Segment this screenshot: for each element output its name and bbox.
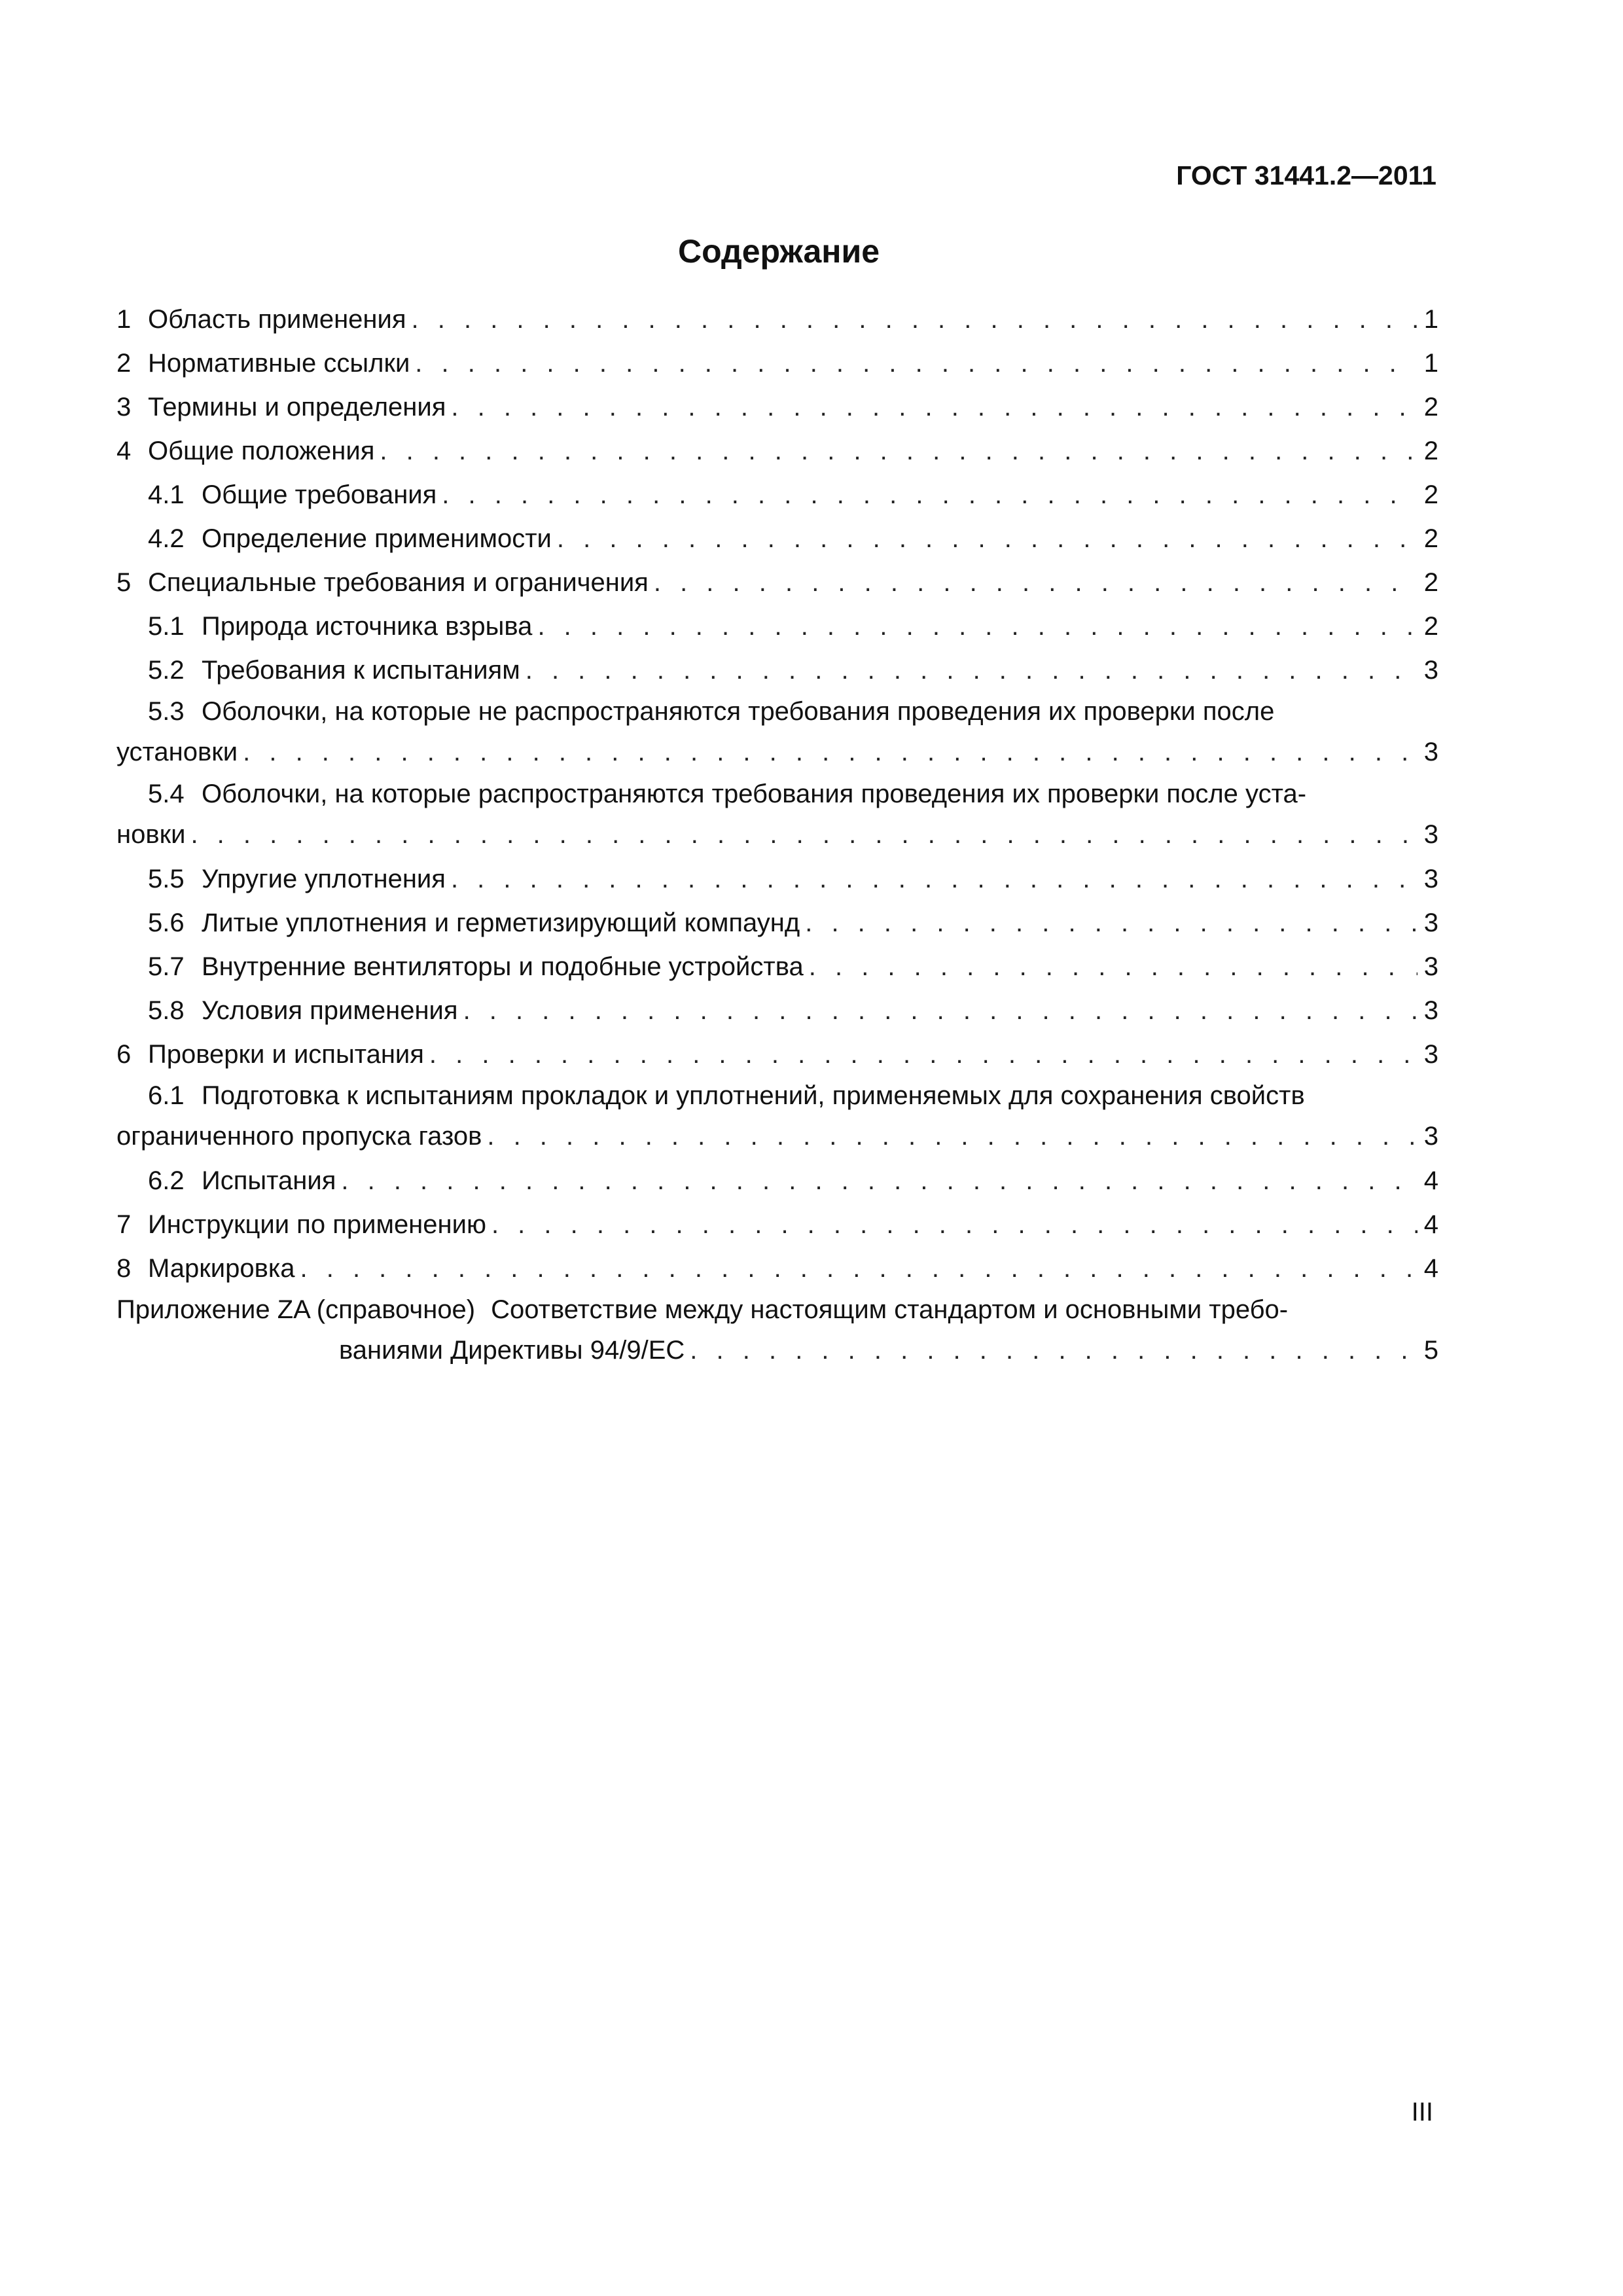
toc-entry-5-6[interactable] xyxy=(116,901,1438,945)
toc-text: Испытания xyxy=(202,1166,336,1195)
dot-leader xyxy=(451,857,1418,901)
dot-leader xyxy=(412,298,1418,342)
page-number: III xyxy=(1411,2098,1433,2126)
dot-leader xyxy=(491,1203,1418,1247)
toc-text: Литые уплотнения и герметизирующий компаунд xyxy=(202,908,800,937)
toc-number: 5 xyxy=(116,568,132,597)
toc-text-continued: ваниями Директивы 94/9/ЕС xyxy=(339,1336,685,1365)
toc-page: 3 xyxy=(1423,1040,1438,1069)
toc-entry-5-3[interactable] xyxy=(116,692,1438,775)
table-of-contents xyxy=(116,298,1438,1373)
toc-number: 5.4 xyxy=(148,780,185,808)
dot-leader xyxy=(442,473,1417,517)
dot-leader xyxy=(654,561,1418,605)
toc-text: Общие положения xyxy=(148,437,375,465)
dot-leader xyxy=(451,386,1417,429)
toc-page: 4 xyxy=(1423,1210,1438,1239)
toc-number: 4 xyxy=(116,437,132,465)
toc-text: Внутренние вентиляторы и подобные устройства xyxy=(202,952,804,981)
dot-leader xyxy=(809,945,1418,989)
toc-number: 5.8 xyxy=(148,996,185,1025)
toc-text: Требования к испытаниям xyxy=(202,656,520,685)
dot-leader xyxy=(380,429,1417,473)
toc-entry-5-4[interactable] xyxy=(116,775,1438,857)
toc-text: Термины и определения xyxy=(148,393,446,422)
toc-entry-8[interactable] xyxy=(116,1247,1438,1291)
toc-number: 2 xyxy=(116,349,132,378)
toc-number: 5.1 xyxy=(148,612,185,641)
toc-page: 3 xyxy=(1423,820,1438,849)
dot-leader xyxy=(463,989,1418,1033)
toc-page: 3 xyxy=(1423,996,1438,1025)
dot-leader xyxy=(429,1033,1418,1077)
toc-entry-7[interactable] xyxy=(116,1203,1438,1247)
toc-entry-4[interactable] xyxy=(116,429,1438,473)
toc-number: 4.1 xyxy=(148,480,185,509)
toc-page: 2 xyxy=(1423,393,1438,422)
toc-number: 8 xyxy=(116,1254,132,1283)
dot-leader xyxy=(341,1159,1417,1203)
toc-text: Природа источника взрыва xyxy=(202,612,533,641)
toc-entry-4-2[interactable] xyxy=(116,517,1438,561)
dot-leader xyxy=(526,649,1418,692)
toc-page: 3 xyxy=(1423,1122,1438,1151)
toc-text-continued: ограниченного пропуска газов xyxy=(116,1122,482,1151)
toc-entry-1[interactable] xyxy=(116,298,1438,342)
toc-text: Соответствие между настоящим стандартом и основными требо- xyxy=(491,1295,1289,1324)
toc-number: 6.2 xyxy=(148,1166,185,1195)
toc-number: 4.2 xyxy=(148,524,185,553)
dot-leader xyxy=(805,901,1418,945)
annex-label: Приложение ZA (справочное) xyxy=(116,1295,476,1324)
toc-page: 3 xyxy=(1423,908,1438,937)
toc-entry-6-2[interactable] xyxy=(116,1159,1438,1203)
toc-page: 2 xyxy=(1423,480,1438,509)
toc-entry-5-2[interactable] xyxy=(116,649,1438,692)
toc-number: 1 xyxy=(116,305,132,334)
dot-leader xyxy=(190,816,1417,854)
toc-text: Проверки и испытания xyxy=(148,1040,424,1069)
toc-number: 6 xyxy=(116,1040,132,1069)
toc-page: 5 xyxy=(1423,1336,1438,1365)
dot-leader xyxy=(487,1117,1417,1156)
toc-page: 2 xyxy=(1423,612,1438,641)
toc-text: Условия применения xyxy=(202,996,458,1025)
toc-text: Нормативные ссылки xyxy=(148,349,410,378)
toc-page: 1 xyxy=(1423,305,1438,334)
dot-leader xyxy=(557,517,1418,561)
toc-number: 5.3 xyxy=(148,697,185,726)
toc-entry-5-5[interactable] xyxy=(116,857,1438,901)
dot-leader xyxy=(243,733,1418,772)
dot-leader xyxy=(300,1247,1417,1291)
dot-leader xyxy=(690,1331,1417,1370)
dot-leader xyxy=(415,342,1417,386)
toc-number: 5.7 xyxy=(148,952,185,981)
toc-text: Общие требования xyxy=(202,480,437,509)
toc-page: 3 xyxy=(1423,952,1438,981)
toc-entry-5-7[interactable] xyxy=(116,945,1438,989)
toc-entry-3[interactable] xyxy=(116,386,1438,429)
toc-text-continued: новки xyxy=(116,820,186,849)
toc-number: 5.6 xyxy=(148,908,185,937)
toc-entry-2[interactable] xyxy=(116,342,1438,386)
toc-text: Упругие уплотнения xyxy=(202,865,446,893)
toc-page: 3 xyxy=(1423,656,1438,685)
toc-entry-6[interactable] xyxy=(116,1033,1438,1077)
toc-page: 4 xyxy=(1423,1254,1438,1283)
toc-text: Маркировка xyxy=(148,1254,295,1283)
toc-entry-5-1[interactable] xyxy=(116,605,1438,649)
toc-number: 5.2 xyxy=(148,656,185,685)
toc-page: 3 xyxy=(1423,865,1438,893)
toc-text: Инструкции по применению xyxy=(148,1210,486,1239)
toc-entry-annex-za[interactable] xyxy=(116,1291,1438,1373)
toc-text: Область применения xyxy=(148,305,406,334)
toc-number: 6.1 xyxy=(148,1081,185,1110)
toc-entry-6-1[interactable] xyxy=(116,1077,1438,1159)
toc-page: 2 xyxy=(1423,568,1438,597)
dot-leader xyxy=(537,605,1417,649)
toc-text-continued: установки xyxy=(116,738,238,766)
toc-text: Оболочки, на которые не распространяются требования проведения их проверки после xyxy=(202,697,1275,726)
toc-page: 4 xyxy=(1423,1166,1438,1195)
toc-entry-5-8[interactable] xyxy=(116,989,1438,1033)
toc-text: Специальные требования и ограничения xyxy=(148,568,649,597)
toc-page: 2 xyxy=(1423,524,1438,553)
toc-number: 3 xyxy=(116,393,132,422)
document-code: ГОСТ 31441.2—2011 xyxy=(1176,160,1436,190)
toc-page: 2 xyxy=(1423,437,1438,465)
toc-text: Подготовка к испытаниям прокладок и уплотнений, применяемых для сохранения свойств xyxy=(202,1081,1305,1110)
toc-number: 5.5 xyxy=(148,865,185,893)
toc-page: 1 xyxy=(1423,349,1438,378)
toc-text: Определение применимости xyxy=(202,524,552,553)
toc-text: Оболочки, на которые распространяются требования проведения их проверки после уста- xyxy=(202,780,1307,808)
toc-page: 3 xyxy=(1423,738,1438,766)
toc-entry-4-1[interactable] xyxy=(116,473,1438,517)
toc-title: Содержание xyxy=(677,233,880,270)
toc-number: 7 xyxy=(116,1210,132,1239)
toc-entry-5[interactable] xyxy=(116,561,1438,605)
